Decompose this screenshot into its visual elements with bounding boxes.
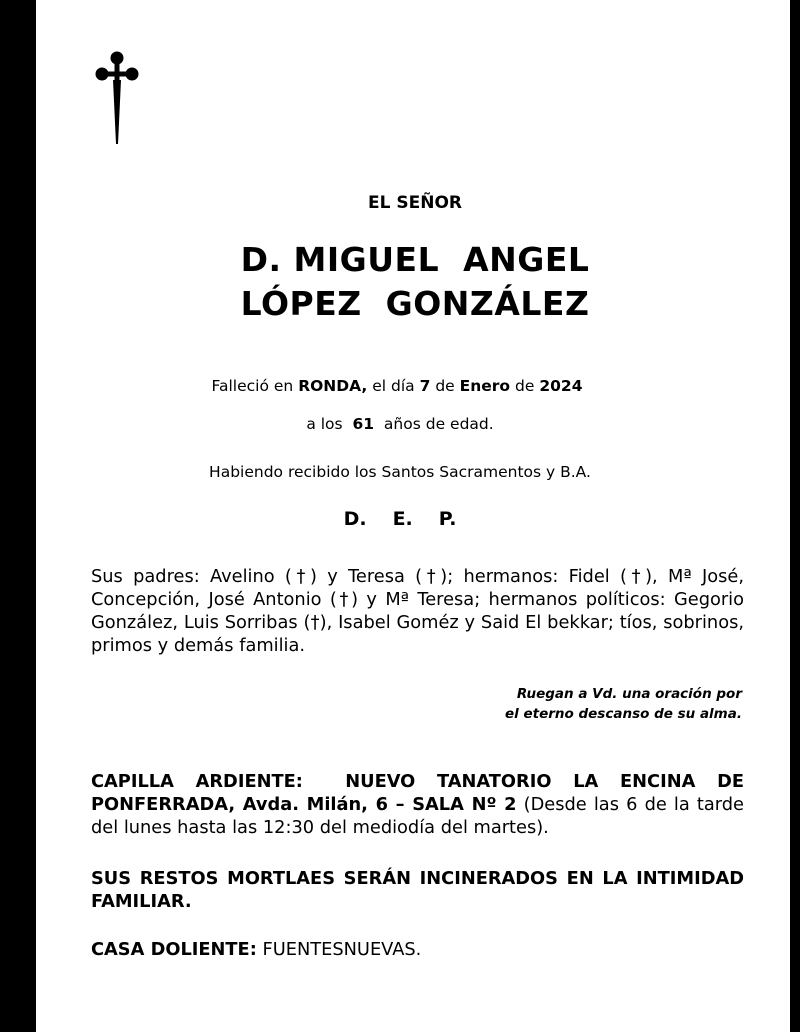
age-notice xyxy=(25,415,775,433)
death-prefix: Falleció en xyxy=(211,377,294,395)
prayer-line-2: el eterno descanso de su alma. xyxy=(505,706,742,722)
prayer-line-1: Ruegan a Vd. una oración por xyxy=(516,686,742,702)
deceased-name xyxy=(40,238,790,326)
death-month: Enero xyxy=(459,377,511,395)
cross-icon xyxy=(94,50,140,146)
age-suffix: años de edad. xyxy=(383,415,494,433)
death-text-3: de xyxy=(515,377,535,395)
dep-letter: P. xyxy=(438,508,457,530)
chapel-colon: : xyxy=(295,771,303,792)
chapel-info xyxy=(91,770,744,839)
name-line-1: D. MIGUEL ANGEL xyxy=(240,240,590,279)
right-border xyxy=(790,0,800,1032)
dep-letter: E. xyxy=(392,508,413,530)
mourning-house xyxy=(91,938,744,961)
death-day: 7 xyxy=(419,377,431,395)
house-label: CASA DOLIENTE: xyxy=(91,939,257,960)
name-line-2: LÓPEZ GONZÁLEZ xyxy=(240,284,590,323)
death-text-2: de xyxy=(435,377,455,395)
honorific: EL SEÑOR xyxy=(368,193,462,213)
death-place: RONDA, xyxy=(298,377,368,395)
dep-letters xyxy=(25,508,775,530)
chapel-detail: (Desde las 6 de la tarde del lunes hasta las 12:30 del mediodía del martes). xyxy=(91,794,745,838)
age-value: 61 xyxy=(352,415,375,433)
house-value: FUENTESNUEVAS. xyxy=(262,939,422,960)
death-notice xyxy=(22,377,772,395)
age-prefix: a los xyxy=(306,415,343,433)
chapel-label: CAPILLA ARDIENTE xyxy=(91,771,296,792)
prayer-request xyxy=(442,684,742,724)
death-year: 2024 xyxy=(539,377,583,395)
death-text-1: el día xyxy=(372,377,415,395)
remains-notice: SUS RESTOS MORTLAES SERÁN INCINERADOS EN LA INTIMIDAD FAMILIAR. xyxy=(91,868,744,912)
chapel-place: NUEVO TANATORIO LA ENCINA DE PONFERRADA, Avda. Milán, 6 – SALA Nº 2 xyxy=(91,771,744,815)
dep-letter: D. xyxy=(343,508,367,530)
sacraments-notice: Habiendo recibido los Santos Sacramentos y B.A. xyxy=(209,463,591,481)
family-list: Sus padres: Avelino (†) y Teresa (†); hermanos: Fidel (†), Mª José, Concepción, José Antonio (†) y Mª Teresa; hermanos políticos: Gegorio González, Luis Sorribas (†), Isabel Goméz y Said El bekkar; tíos, sobrinos, primos y demás familia. xyxy=(91,566,744,656)
